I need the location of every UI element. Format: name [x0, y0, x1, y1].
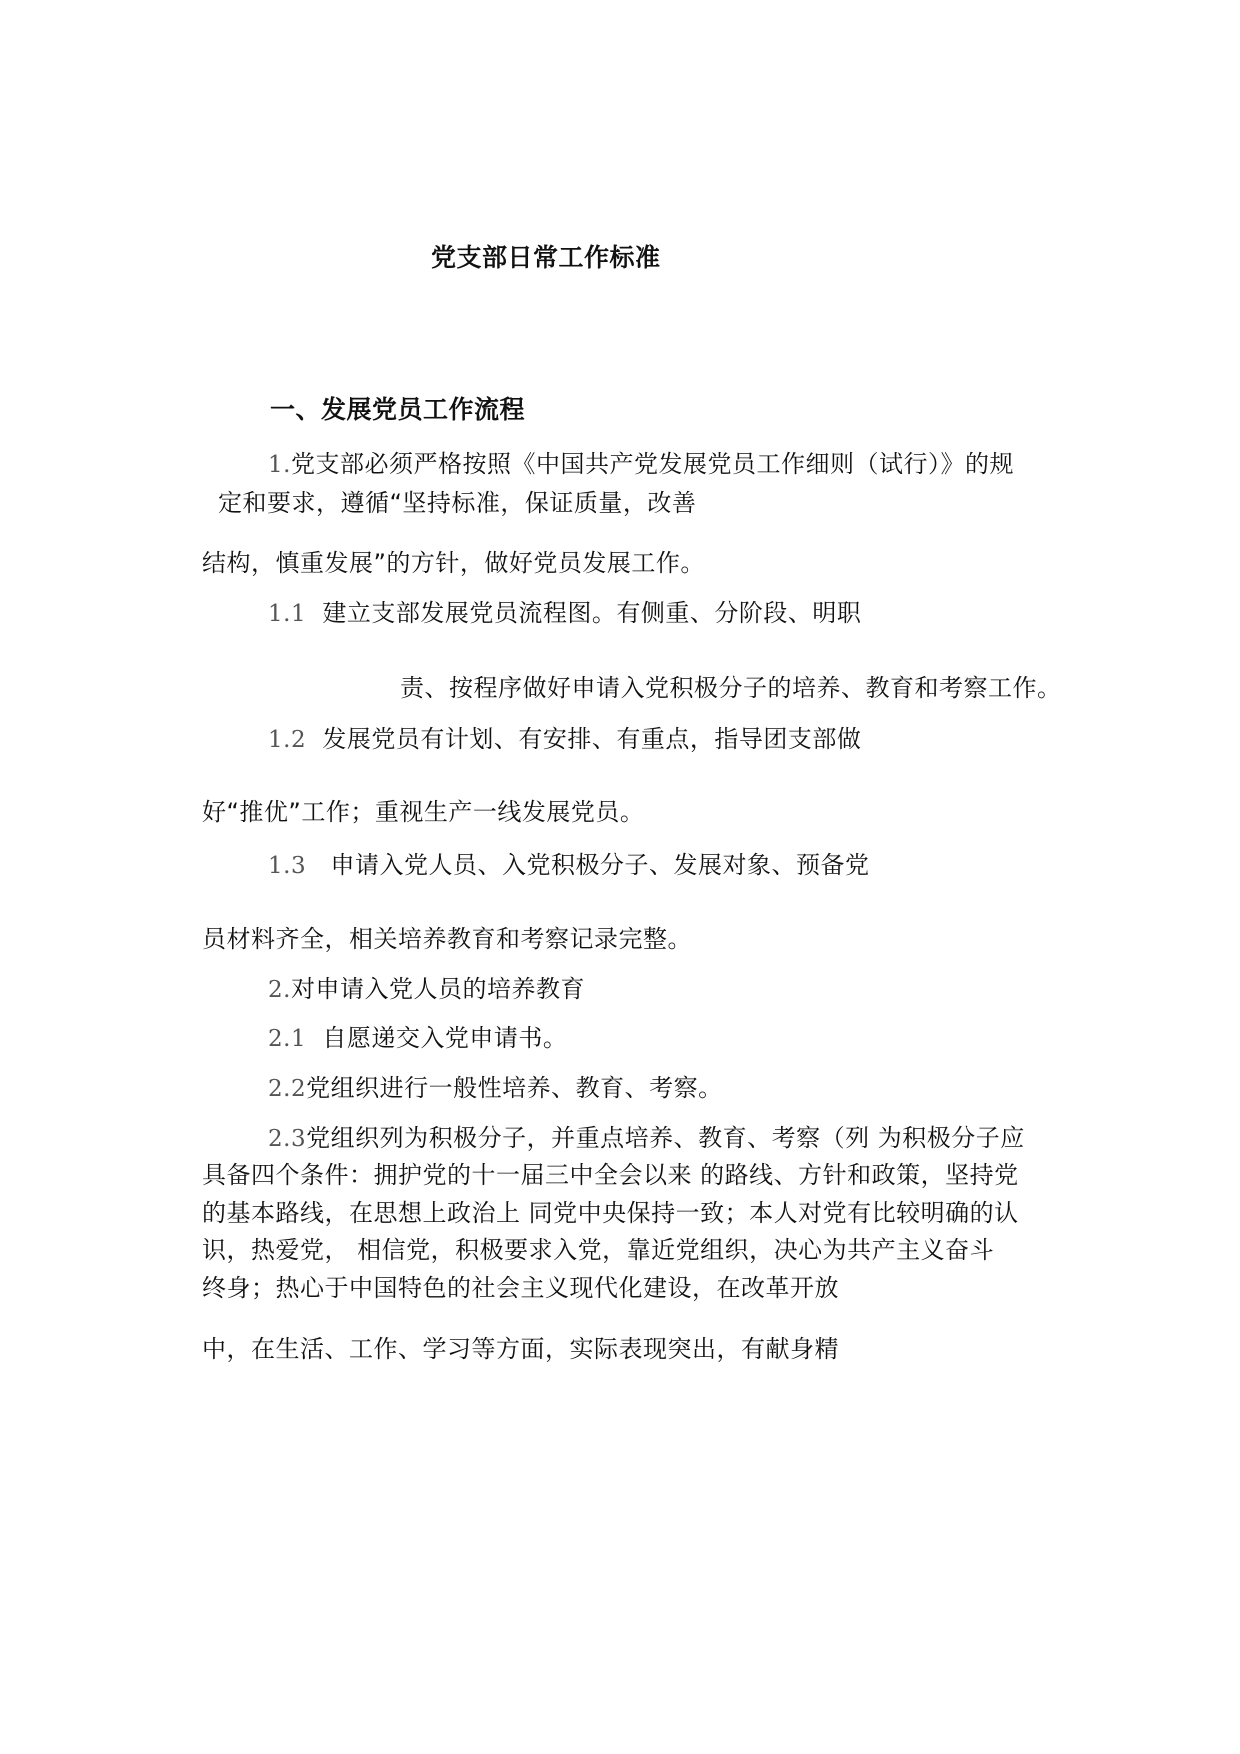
- item-number: 2.1: [268, 1026, 307, 1052]
- paragraph-line: 好“推优”工作；重视生产一线发展党员。: [202, 798, 645, 826]
- paragraph-line: 具备四个条件：拥护党的十一届三中全会以来 的路线、方针和政策，坚持党: [202, 1161, 1019, 1189]
- paragraph-text: 申请入党人员、入党积极分子、发展对象、预备党: [330, 851, 870, 879]
- item-number: 2.: [268, 977, 291, 1003]
- paragraph-text: 自愿递交入党申请书。: [322, 1024, 568, 1052]
- paragraph-line: [268, 599, 861, 629]
- paragraph-line: [268, 1124, 1025, 1154]
- paragraph-line: 员材料齐全，相关培养教育和考察记录完整。: [202, 925, 692, 953]
- paragraph-line: 定和要求，遵循“坚持标准，保证质量，改善: [218, 489, 697, 517]
- page-title: 党支部日常工作标准: [431, 243, 661, 272]
- paragraph-line: 结构，慎重发展”的方针，做好党员发展工作。: [202, 549, 705, 577]
- paragraph-line: 中，在生活、工作、学习等方面，实际表现突出，有献身精: [202, 1335, 839, 1363]
- paragraph-text: 发展党员有计划、有安排、有重点，指导团支部做: [322, 725, 862, 753]
- paragraph-line: [268, 975, 585, 1005]
- item-number: 1.: [268, 452, 291, 478]
- paragraph-line: 的基本路线，在思想上政治上 同党中央保持一致；本人对党有比较明确的认: [202, 1199, 1019, 1227]
- paragraph-text: 对申请入党人员的培养教育: [290, 975, 585, 1003]
- item-number: 1.1: [268, 601, 307, 627]
- item-number: 2.2: [268, 1076, 307, 1102]
- item-number: 1.3: [268, 853, 307, 879]
- paragraph-text: 党组织进行一般性培养、教育、考察。: [306, 1074, 723, 1102]
- section-heading: 一、发展党员工作流程: [270, 395, 526, 424]
- paragraph-text: 党支部必须严格按照《中国共产党发展党员工作细则（试行）》的规: [290, 450, 1014, 478]
- paragraph-line: 责、按程序做好申请入党积极分子的培养、教育和考察工作。: [400, 674, 1062, 702]
- item-number: 2.3: [268, 1126, 307, 1152]
- paragraph-line: [268, 1074, 723, 1104]
- paragraph-line: [268, 725, 861, 755]
- paragraph-line: [268, 450, 1014, 480]
- paragraph-text: 建立支部发展党员流程图。有侧重、分阶段、明职: [322, 599, 862, 627]
- paragraph-text: 党组织列为积极分子，并重点培养、教育、考察（列 为积极分子应: [306, 1124, 1025, 1152]
- paragraph-line: 终身；热心于中国特色的社会主义现代化建设，在改革开放: [202, 1274, 839, 1302]
- paragraph-line: 识，热爱党， 相信党，积极要求入党，靠近党组织，决心为共产主义奋斗: [202, 1236, 995, 1264]
- paragraph-line: [268, 1024, 567, 1054]
- item-number: 1.2: [268, 727, 307, 753]
- paragraph-line: [268, 851, 869, 881]
